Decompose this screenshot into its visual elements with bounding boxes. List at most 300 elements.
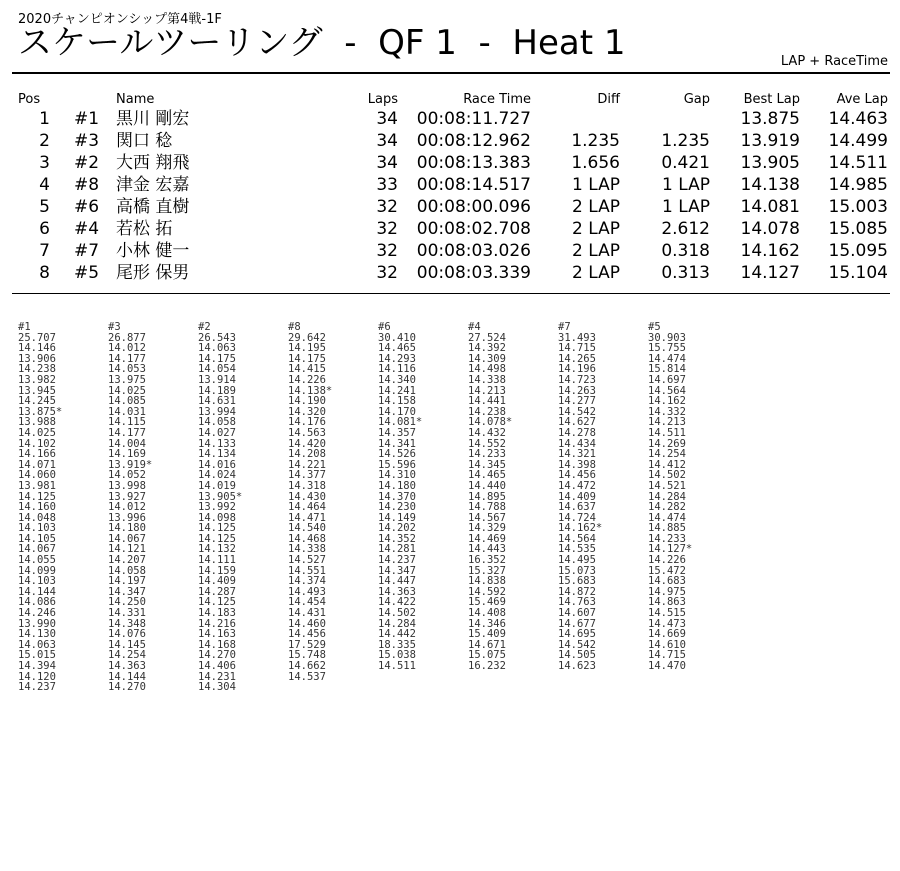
lap-time: 14.671 (468, 638, 506, 651)
lap-time: 14.715 (558, 342, 596, 355)
row-gap: 0.313 (661, 263, 710, 283)
lap-time: 14.278 (558, 426, 596, 439)
lap-time: 30.903 (648, 331, 686, 344)
row-gap: 1 LAP (662, 175, 710, 195)
lap-time: 30.410 (378, 331, 416, 344)
row-driver-name: 小林 健一 (116, 241, 190, 261)
lap-time: 14.281 (378, 543, 416, 556)
lap-time: 14.195 (288, 342, 326, 355)
lap-time: 14.081* (378, 416, 423, 429)
lap-column-car-number: #8 (288, 321, 301, 333)
lap-time: 14.208 (288, 448, 326, 461)
row-race-time: 00:08:00.096 (416, 197, 531, 217)
lap-time: 14.175 (198, 352, 236, 365)
lap-time: 14.304 (198, 681, 236, 694)
lap-time: 14.357 (378, 426, 416, 439)
lap-time: 14.254 (108, 649, 146, 662)
row-driver-name: 若松 拓 (116, 219, 173, 239)
lap-time: 14.098 (198, 511, 236, 524)
lap-time: 13.996 (108, 511, 146, 524)
lap-time: 14.318 (288, 479, 326, 492)
lap-time: 14.975 (648, 585, 686, 598)
lap-time: 14.160 (18, 501, 56, 514)
lap-time: 14.540 (288, 522, 326, 535)
lap-time: 14.245 (18, 395, 56, 408)
lap-time: 14.163 (198, 628, 236, 641)
lap-time: 25.707 (18, 331, 56, 344)
lap-time: 13.914 (198, 373, 236, 386)
lap-time: 14.469 (468, 532, 506, 545)
lap-column-car-number: #6 (378, 321, 391, 333)
lap-time: 13.981 (18, 479, 56, 492)
lap-time: 27.524 (468, 331, 506, 344)
row-race-time: 00:08:14.517 (416, 175, 531, 195)
lap-time: 14.238 (18, 363, 56, 376)
col-gap: Gap (683, 92, 710, 107)
row-ave-lap: 14.511 (828, 153, 888, 173)
col-pos: Pos (18, 92, 41, 107)
lap-time: 14.442 (378, 628, 416, 641)
lap-time: 14.347 (108, 585, 146, 598)
row-diff: 2 LAP (572, 197, 620, 217)
row-diff: 2 LAP (572, 241, 620, 261)
lap-time: 14.526 (378, 448, 416, 461)
lap-time: 14.495 (558, 554, 596, 567)
lap-time: 14.004 (108, 437, 146, 450)
lap-time: 14.470 (648, 660, 686, 672)
lap-time: 14.145 (108, 638, 146, 651)
lap-time: 14.610 (648, 638, 686, 651)
lap-time: 14.125 (198, 596, 236, 609)
lap-time: 16.352 (468, 554, 506, 567)
lap-time: 14.331 (108, 607, 146, 620)
row-car-number: #7 (74, 241, 100, 261)
row-best-lap: 13.919 (740, 131, 800, 151)
lap-time: 14.415 (288, 363, 326, 376)
row-car-number: #6 (74, 197, 100, 217)
lap-time: 13.982 (18, 373, 56, 386)
lap-time: 14.221 (288, 458, 326, 471)
lap-time: 14.535 (558, 543, 596, 556)
lap-time: 14.662 (288, 660, 326, 672)
lap-time: 14.338 (468, 373, 506, 386)
lap-time: 13.988 (18, 416, 56, 429)
lap-column-car-number: #3 (108, 321, 121, 333)
lap-time: 14.237 (18, 681, 56, 694)
lap-time: 14.346 (468, 617, 506, 630)
lap-time: 14.443 (468, 543, 506, 556)
lap-time: 14.016 (198, 458, 236, 471)
lap-time: 14.537 (288, 670, 326, 683)
row-gap: 0.421 (661, 153, 710, 173)
lap-time: 14.412 (648, 458, 686, 471)
lap-time: 14.063 (18, 638, 56, 651)
lap-time: 14.169 (108, 448, 146, 461)
lap-time: 14.058 (198, 416, 236, 429)
lap-time: 14.502 (378, 607, 416, 620)
lap-time: 14.197 (108, 575, 146, 588)
lap-time: 14.329 (468, 522, 506, 535)
lap-time: 14.233 (468, 448, 506, 461)
lap-time: 14.406 (198, 660, 236, 672)
row-ave-lap: 14.985 (828, 175, 888, 195)
lap-time: 14.103 (18, 522, 56, 535)
lap-time: 15.075 (468, 649, 506, 662)
col-laps: Laps (367, 92, 398, 107)
row-car-number: #1 (74, 109, 100, 129)
lap-time: 14.233 (648, 532, 686, 545)
lap-time: 14.683 (648, 575, 686, 588)
col-race-time: Race Time (463, 92, 531, 107)
lap-time: 14.144 (108, 670, 146, 683)
row-pos: 4 (39, 175, 50, 195)
lap-time: 14.763 (558, 596, 596, 609)
lap-time: 29.642 (288, 331, 326, 344)
row-car-number: #8 (74, 175, 100, 195)
lap-time: 14.213 (468, 384, 506, 397)
lap-time: 14.254 (648, 448, 686, 461)
row-driver-name: 関口 稔 (116, 131, 173, 151)
lap-time: 15.038 (378, 649, 416, 662)
lap-time: 14.293 (378, 352, 416, 365)
lap-time: 14.180 (378, 479, 416, 492)
lap-time: 14.352 (378, 532, 416, 545)
lap-time: 14.130 (18, 628, 56, 641)
row-ave-lap: 15.085 (828, 219, 888, 239)
lap-time: 14.511 (648, 426, 686, 439)
lap-time: 13.975 (108, 373, 146, 386)
lap-time: 14.189 (198, 384, 236, 397)
row-laps: 34 (376, 131, 398, 151)
page-title: スケールツーリング - QF 1 - Heat 1 (18, 23, 626, 63)
lap-time: 14.284 (648, 490, 686, 503)
lap-time: 14.471 (288, 511, 326, 524)
lap-time: 14.149 (378, 511, 416, 524)
row-gap: 0.318 (661, 241, 710, 261)
lap-time: 15.748 (288, 649, 326, 662)
lap-time: 14.146 (18, 342, 56, 355)
lap-time: 18.335 (378, 638, 416, 651)
lap-time: 14.724 (558, 511, 596, 524)
lap-time: 14.125 (198, 532, 236, 545)
row-race-time: 00:08:02.708 (416, 219, 531, 239)
lap-column (288, 322, 332, 682)
lap-time: 17.529 (288, 638, 326, 651)
lap-time: 13.994 (198, 405, 236, 418)
row-laps: 33 (376, 175, 398, 195)
lap-time: 14.338 (288, 543, 326, 556)
lap-time: 14.053 (108, 363, 146, 376)
results-divider (12, 293, 890, 294)
lap-time: 14.398 (558, 458, 596, 471)
col-best-lap: Best Lap (743, 92, 800, 107)
lap-time: 14.374 (288, 575, 326, 588)
lap-time: 14.872 (558, 585, 596, 598)
lap-time: 14.341 (378, 437, 416, 450)
row-pos: 8 (39, 263, 50, 283)
lap-time: 14.340 (378, 373, 416, 386)
lap-time: 13.992 (198, 501, 236, 514)
lap-time: 14.505 (558, 649, 596, 662)
lap-time: 14.345 (468, 458, 506, 471)
lap-time: 14.607 (558, 607, 596, 620)
row-laps: 32 (376, 263, 398, 283)
lap-time: 15.472 (648, 564, 686, 577)
lap-time: 14.127* (648, 543, 693, 556)
lap-time: 14.564 (558, 532, 596, 545)
row-driver-name: 尾形 保男 (116, 263, 190, 283)
row-best-lap: 14.138 (740, 175, 800, 195)
lap-time: 14.474 (648, 352, 686, 365)
lap-time: 14.180 (108, 522, 146, 535)
lap-time: 14.270 (198, 649, 236, 662)
lap-time: 14.226 (288, 373, 326, 386)
lap-time: 14.465 (468, 469, 506, 482)
lap-time: 14.105 (18, 532, 56, 545)
lap-time: 14.063 (198, 342, 236, 355)
lap-time: 14.347 (378, 564, 416, 577)
row-ave-lap: 15.104 (828, 263, 888, 283)
lap-time: 14.237 (378, 554, 416, 567)
lap-time: 14.430 (288, 490, 326, 503)
lap-time: 14.162 (648, 395, 686, 408)
lap-time: 14.125 (18, 490, 56, 503)
row-race-time: 00:08:03.026 (416, 241, 531, 261)
lap-time: 14.885 (648, 522, 686, 535)
lap-time: 14.158 (378, 395, 416, 408)
lap-time: 14.363 (108, 660, 146, 672)
col-name: Name (116, 92, 155, 107)
row-ave-lap: 15.095 (828, 241, 888, 261)
row-ave-lap: 14.463 (828, 109, 888, 129)
lap-time: 15.409 (468, 628, 506, 641)
lap-time: 14.230 (378, 501, 416, 514)
lap-time: 14.025 (108, 384, 146, 397)
lap-time: 16.232 (468, 660, 506, 672)
lap-time: 26.543 (198, 331, 236, 344)
lap-time: 14.551 (288, 564, 326, 577)
row-car-number: #3 (74, 131, 100, 151)
lap-time: 14.623 (558, 660, 596, 672)
lap-time: 15.755 (648, 342, 686, 355)
lap-time: 14.320 (288, 405, 326, 418)
lap-time: 14.408 (468, 607, 506, 620)
lap-column (558, 322, 602, 672)
lap-time: 14.138* (288, 384, 333, 397)
lap-time: 15.596 (378, 458, 416, 471)
lap-time: 14.431 (288, 607, 326, 620)
lap-time: 14.175 (288, 352, 326, 365)
lap-time: 15.015 (18, 649, 56, 662)
lap-time: 14.521 (648, 479, 686, 492)
lap-time: 14.162* (558, 522, 603, 535)
lap-time: 13.905* (198, 490, 243, 503)
lap-time: 14.177 (108, 352, 146, 365)
row-laps: 32 (376, 219, 398, 239)
lap-time: 14.631 (198, 395, 236, 408)
row-gap: 2.612 (661, 219, 710, 239)
lap-time: 14.456 (558, 469, 596, 482)
lap-time: 14.099 (18, 564, 56, 577)
row-laps: 32 (376, 241, 398, 261)
lap-time: 14.542 (558, 405, 596, 418)
lap-time: 14.788 (468, 501, 506, 514)
lap-time: 14.012 (108, 501, 146, 514)
row-pos: 1 (39, 109, 50, 129)
lap-time: 14.284 (378, 617, 416, 630)
lap-time: 14.103 (18, 575, 56, 588)
lap-time: 14.464 (288, 501, 326, 514)
lap-time: 15.683 (558, 575, 596, 588)
lap-time: 14.071 (18, 458, 56, 471)
lap-time: 14.025 (18, 426, 56, 439)
lap-time: 13.998 (108, 479, 146, 492)
lap-column-car-number: #5 (648, 321, 661, 333)
row-race-time: 00:08:13.383 (416, 153, 531, 173)
row-laps: 34 (376, 109, 398, 129)
lap-time: 14.332 (648, 405, 686, 418)
row-race-time: 00:08:11.727 (416, 109, 531, 129)
lap-time: 14.058 (108, 564, 146, 577)
lap-time: 14.863 (648, 596, 686, 609)
lap-column-car-number: #7 (558, 321, 571, 333)
lap-time: 14.019 (198, 479, 236, 492)
lap-column (198, 322, 242, 693)
lap-time: 14.502 (648, 469, 686, 482)
lap-time: 14.695 (558, 628, 596, 641)
lap-time: 14.348 (108, 617, 146, 630)
lap-time: 14.263 (558, 384, 596, 397)
lap-time: 14.076 (108, 628, 146, 641)
lap-time: 14.226 (648, 554, 686, 567)
lap-time: 14.363 (378, 585, 416, 598)
lap-time: 14.067 (18, 543, 56, 556)
lap-time: 14.456 (288, 628, 326, 641)
row-best-lap: 14.081 (740, 197, 800, 217)
lap-time: 14.564 (648, 384, 686, 397)
lap-column-car-number: #1 (18, 321, 31, 333)
lap-time: 14.216 (198, 617, 236, 630)
row-best-lap: 13.905 (740, 153, 800, 173)
lap-time: 14.715 (648, 649, 686, 662)
lap-time: 14.213 (648, 416, 686, 429)
lap-time: 13.906 (18, 352, 56, 365)
lap-time: 14.133 (198, 437, 236, 450)
lap-time: 14.723 (558, 373, 596, 386)
lap-time: 14.270 (108, 681, 146, 694)
lap-time: 14.265 (558, 352, 596, 365)
lap-time: 14.238 (468, 405, 506, 418)
lap-time: 14.111 (198, 554, 236, 567)
lap-time: 15.073 (558, 564, 596, 577)
lap-time: 14.085 (108, 395, 146, 408)
lap-time: 14.102 (18, 437, 56, 450)
lap-time: 14.627 (558, 416, 596, 429)
lap-time: 13.919* (108, 458, 153, 471)
lap-time: 15.327 (468, 564, 506, 577)
lap-time: 14.269 (648, 437, 686, 450)
lap-time: 14.055 (18, 554, 56, 567)
lap-time: 14.086 (18, 596, 56, 609)
lap-time: 14.432 (468, 426, 506, 439)
lap-time: 14.170 (378, 405, 416, 418)
row-car-number: #4 (74, 219, 100, 239)
lap-time: 14.282 (648, 501, 686, 514)
lap-time: 14.493 (288, 585, 326, 598)
lap-time: 14.052 (108, 469, 146, 482)
lap-time: 14.420 (288, 437, 326, 450)
lap-time: 14.196 (558, 363, 596, 376)
lap-time: 14.440 (468, 479, 506, 492)
row-diff: 2 LAP (572, 219, 620, 239)
lap-time: 14.895 (468, 490, 506, 503)
lap-time: 14.277 (558, 395, 596, 408)
lap-column (108, 322, 152, 693)
lap-time: 14.468 (288, 532, 326, 545)
lap-time: 14.515 (648, 607, 686, 620)
lap-time: 14.422 (378, 596, 416, 609)
lap-time: 14.116 (378, 363, 416, 376)
lap-time: 14.241 (378, 384, 416, 397)
lap-column (18, 322, 62, 693)
lap-time: 14.567 (468, 511, 506, 524)
lap-time: 14.441 (468, 395, 506, 408)
lap-time: 26.877 (108, 331, 146, 344)
row-race-time: 00:08:12.962 (416, 131, 531, 151)
row-diff: 1.656 (571, 153, 620, 173)
lap-time: 14.394 (18, 660, 56, 672)
lap-time: 14.054 (198, 363, 236, 376)
lap-time: 14.677 (558, 617, 596, 630)
lap-time: 14.027 (198, 426, 236, 439)
header-divider (12, 72, 890, 74)
row-driver-name: 大西 翔飛 (116, 153, 190, 173)
lap-column (468, 322, 512, 672)
row-race-time: 00:08:03.339 (416, 263, 531, 283)
lap-time: 14.310 (378, 469, 416, 482)
lap-time: 14.669 (648, 628, 686, 641)
lap-time: 14.012 (108, 342, 146, 355)
lap-column (648, 322, 692, 672)
lap-time: 14.207 (108, 554, 146, 567)
lap-time: 14.144 (18, 585, 56, 598)
row-gap: 1.235 (661, 131, 710, 151)
row-driver-name: 津金 宏嘉 (116, 175, 190, 195)
lap-time: 14.838 (468, 575, 506, 588)
lap-time: 31.493 (558, 331, 596, 344)
lap-time: 14.409 (558, 490, 596, 503)
lap-time: 14.132 (198, 543, 236, 556)
row-best-lap: 14.078 (740, 219, 800, 239)
row-driver-name: 高橋 直樹 (116, 197, 190, 217)
row-ave-lap: 14.499 (828, 131, 888, 151)
lap-time: 14.024 (198, 469, 236, 482)
lap-time: 14.527 (288, 554, 326, 567)
row-driver-name: 黒川 剛宏 (116, 109, 190, 129)
lap-time: 14.120 (18, 670, 56, 683)
lap-time: 14.321 (558, 448, 596, 461)
row-car-number: #2 (74, 153, 100, 173)
row-diff: 2 LAP (572, 263, 620, 283)
lap-time: 14.637 (558, 501, 596, 514)
lap-time: 14.498 (468, 363, 506, 376)
lap-time: 14.121 (108, 543, 146, 556)
lap-time: 14.697 (648, 373, 686, 386)
lap-time: 14.048 (18, 511, 56, 524)
lap-time: 14.447 (378, 575, 416, 588)
row-laps: 32 (376, 197, 398, 217)
lap-time: 14.078* (468, 416, 513, 429)
